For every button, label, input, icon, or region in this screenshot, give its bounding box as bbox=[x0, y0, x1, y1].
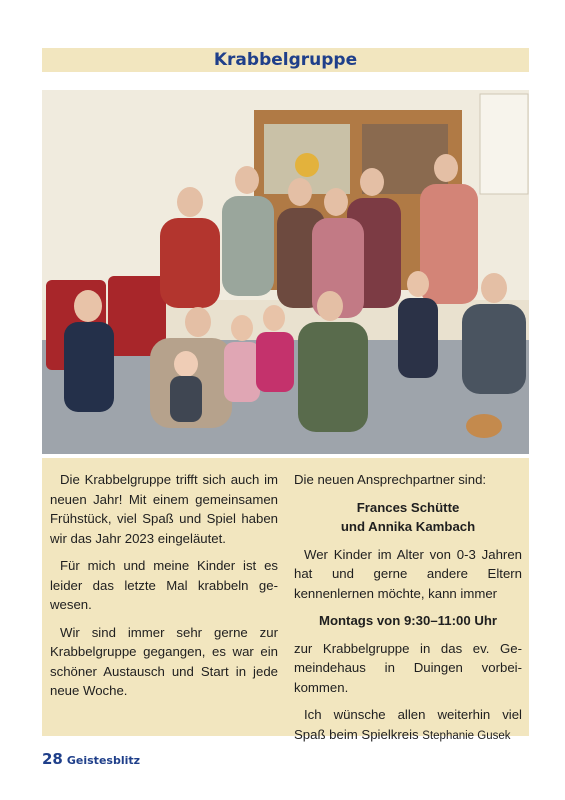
left-column bbox=[50, 470, 278, 709]
magazine-name: Geistesblitz bbox=[66, 754, 141, 767]
paragraph: Wir sind immer sehr gerne zur Krabbelgruppe gegangen, es war ein schöner Austausch und Start in jede neue Woche. bbox=[50, 624, 278, 698]
paragraph: Wer Kinder im Alter von 0-3 Jahren hat und gerne andere Eltern kennenlernen möchte, kann immer bbox=[294, 546, 522, 601]
title-bar bbox=[42, 48, 529, 72]
right-column bbox=[294, 470, 522, 754]
paragraph: Die Krabbelgruppe trifft sich auch im neuen Jahr! Mit einem gemeinsamen Frühstück, viel Spaß und Spiel haben wir das Jahr 2023 eingeläutet. bbox=[50, 472, 278, 546]
contacts-intro: Die neuen Ansprechpartner sind: bbox=[294, 472, 487, 487]
author-name: Stephanie Gusek bbox=[422, 729, 511, 742]
contact-name-1: Frances Schütte bbox=[356, 499, 460, 515]
contact-name-2: und Annika Kambach bbox=[340, 519, 476, 534]
meeting-time: Montags von 9:30–11:00 Uhr bbox=[318, 613, 498, 628]
closing-paragraph bbox=[294, 705, 522, 746]
article-text-box bbox=[42, 458, 529, 742]
page-number: 28 bbox=[42, 750, 63, 768]
paragraph: Für mich und meine Kinder ist es leider das letzte Mal krabbeln gewesen. bbox=[50, 558, 278, 612]
group-photo bbox=[42, 90, 529, 454]
page-footer bbox=[42, 749, 140, 768]
paragraph: zur Krabbelgruppe in das ev. Gemeindehaus in Duingen vorbeikommen. bbox=[294, 640, 522, 695]
page-title: Krabbelgruppe bbox=[213, 50, 358, 70]
group-photo-illustration bbox=[42, 90, 529, 454]
closing-text: Ich wünsche allen weiterhin viel Spaß beim Spielkreis bbox=[294, 707, 522, 742]
contact-names bbox=[294, 498, 522, 537]
